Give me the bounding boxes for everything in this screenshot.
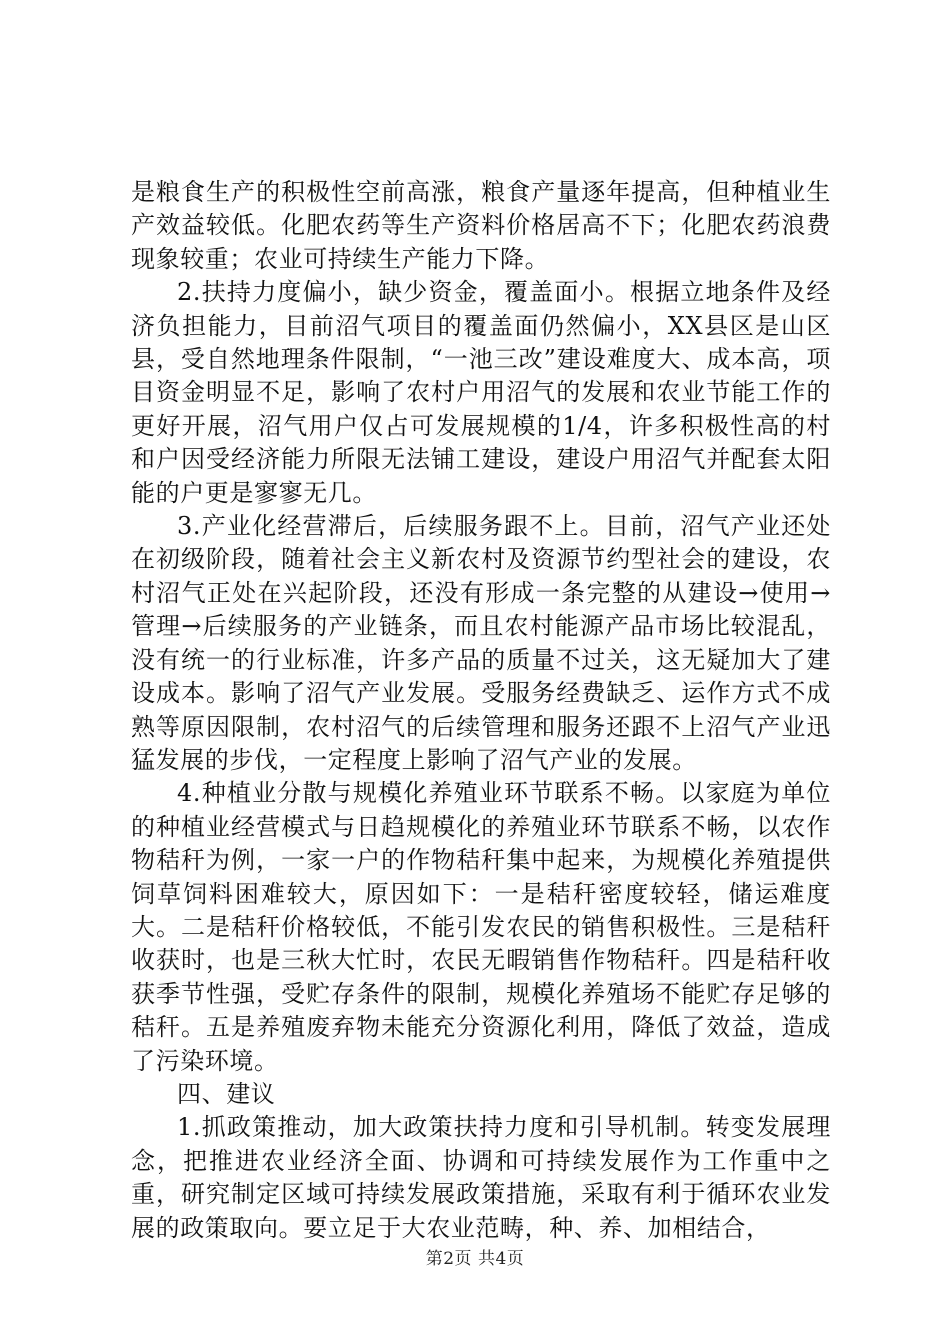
page-footer: 第2页 共4页 (425, 1249, 525, 1269)
document-body (131, 176, 831, 1245)
section-heading-suggestions: 四、建议 (177, 1079, 276, 1108)
paragraph-suggestion-1: 1.抓政策推动，加大政策扶持力度和引导机制。转变发展理念，把推进农业经济全面、协调和可持续发展作为工作重中之重，研究制定区域可持续发展政策措施，采取有利于循环农业发展的政策取向。要立足于大农业范畴，种、养、加相结合， (131, 1113, 831, 1242)
paragraph-item-3: 3.产业化经营滞后，后续服务跟不上。目前，沼气产业还处在初级阶段，随着社会主义新农村及资源节约型社会的建设，农村沼气正处在兴起阶段，还没有形成一条完整的从建设→使用→管理→后续服务的产业链条，而且农村能源产品市场比较混乱，没有统一的行业标准，许多产品的质量不过关，这无疑加大了建设成本。影响了沼气产业发展。受服务经费缺乏、运作方式不成熟等原因限制，农村沼气的后续管理和服务还跟不上沼气产业迅猛发展的步伐，一定程度上影响了沼气产业的发展。 (131, 512, 831, 774)
paragraph-continuation: 是粮食生产的积极性空前高涨，粮食产量逐年提高，但种植业生产效益较低。化肥农药等生产资料价格居高不下；化肥农药浪费现象较重；农业可持续生产能力下降。 (131, 178, 831, 273)
paragraph-item-4: 4.种植业分散与规模化养殖业环节联系不畅。以家庭为单位的种植业经营模式与日趋规模化的养殖业环节联系不畅，以农作物秸秆为例，一家一户的作物秸秆集中起来，为规模化养殖提供饲草饲料困难较大，原因如下：一是秸秆密度较轻，储运难度大。二是秸秆价格较低，不能引发农民的销售积极性。三是秸秆收获时，也是三秋大忙时，农民无暇销售作物秸秆。四是秸秆收获季节性强，受贮存条件的限制，规模化养殖场不能贮存足够的秸秆。五是养殖废弃物未能充分资源化利用，降低了效益，造成了污染环境。 (131, 779, 831, 1075)
paragraph-item-2: 2.扶持力度偏小，缺少资金，覆盖面小。根据立地条件及经济负担能力，目前沼气项目的覆盖面仍然偏小，XX县区是山区县，受自然地理条件限制，“一池三改”建设难度大、成本高，项目资金明显不足，影响了农村户用沼气的发展和农业节能工作的更好开展，沼气用户仅占可发展规模的1/4，许多积极性高的村和户因受经济能力所限无法铺工建设，建设户用沼气并配套太阳能的户更是寥寥无几。 (131, 278, 831, 507)
